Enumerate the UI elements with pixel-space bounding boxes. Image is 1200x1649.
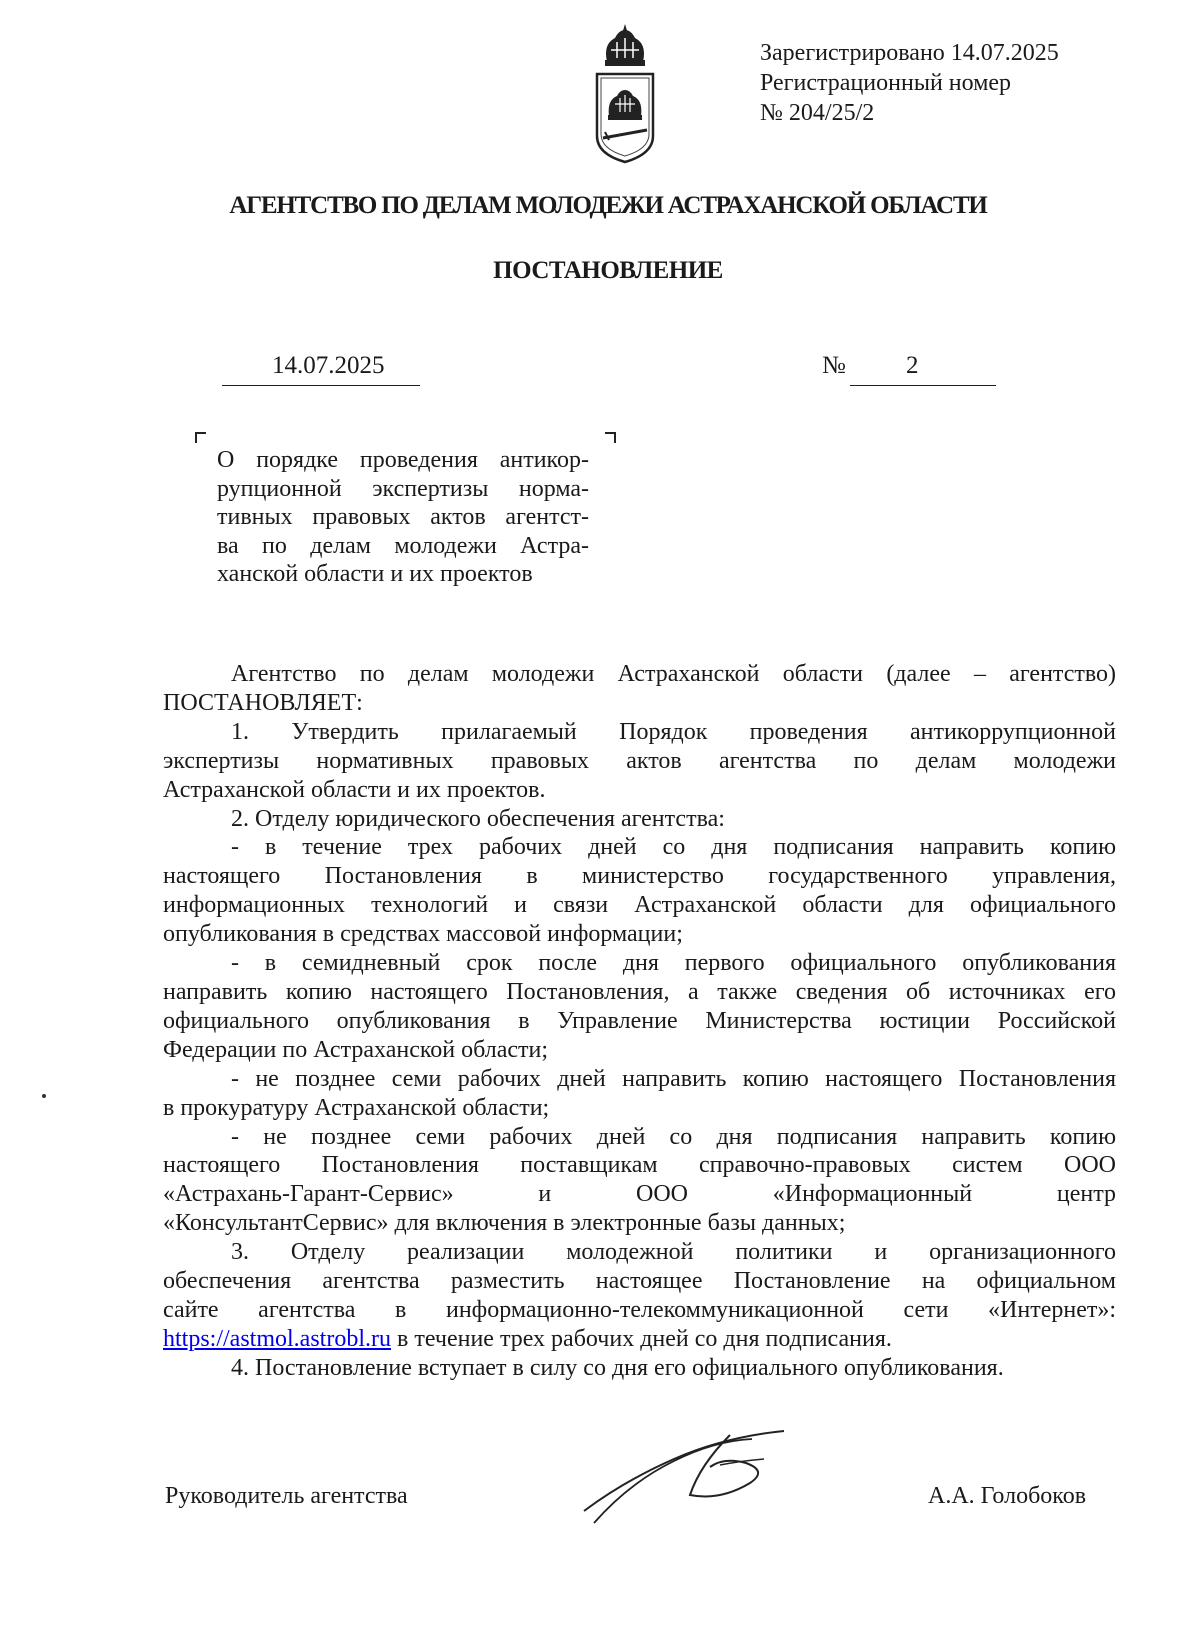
signatory-title: Руководитель агентства [165, 1483, 408, 1509]
subject-line: рупционной экспертизы норма- [217, 475, 589, 502]
agency-website-link[interactable]: https://astmol.astrobl.ru [163, 1325, 391, 1352]
body-line: - не позднее семи рабочих дней направить копию настоящего Постановления [231, 1065, 1116, 1092]
coat-of-arms-emblem [585, 20, 665, 165]
body-line: экспертизы нормативных правовых актов агентства по делам молодежи [163, 747, 1116, 774]
body-line: ПОСТАНОВЛЯЕТ: [163, 689, 363, 716]
body-line: информационных технологий и связи Астраханской области для официального [163, 892, 1116, 919]
signatory-name: А.А. Голобоков [928, 1483, 1087, 1509]
body-line: настоящего Постановления поставщикам справочно-правовых систем ООО [163, 1152, 1116, 1179]
number-sign: № [822, 352, 846, 379]
registration-line: Зарегистрировано 14.07.2025 [760, 40, 1059, 66]
body-line-tail: в течение трех рабочих дней со дня подписания. [397, 1325, 892, 1352]
body-line: 4. Постановление вступает в силу со дня его официального опубликования. [231, 1354, 1004, 1381]
document-date: 14.07.2025 [272, 352, 385, 379]
body-line: сайте агентства в информационно-телекоммуникационной сети «Интернет»: [163, 1296, 1116, 1323]
registration-stamp [760, 38, 1059, 128]
subject-line: О порядке проведения антикор- [217, 447, 589, 473]
body-line: обеспечения агентства разместить настоящее Постановление на официальном [163, 1268, 1116, 1295]
body-line: - в семидневный срок после дня первого официального опубликования [231, 950, 1116, 977]
body-line: - не позднее семи рабочих дней со дня подписания направить копию [231, 1123, 1116, 1150]
body-line: 3. Отделу реализации молодежной политики и организационного [231, 1239, 1116, 1266]
document-subject [217, 446, 589, 589]
subject-line: ханской области и их проектов [217, 561, 533, 587]
body-line: официального опубликования в Управление Министерства юстиции Российской [163, 1007, 1116, 1034]
document-body [163, 660, 1116, 1383]
registration-line: Регистрационный номер [760, 70, 1012, 96]
body-line: Агентство по делам молодежи Астраханской области (далее – агентство) [231, 661, 1116, 687]
document-number: 2 [906, 352, 919, 379]
document-type: ПОСТАНОВЛЕНИЕ [493, 257, 723, 284]
body-line: Федерации по Астраханской области; [163, 1036, 549, 1063]
scan-speck [42, 1094, 46, 1098]
number-underline [850, 355, 996, 386]
body-line: 1. Утвердить прилагаемый Порядок проведения антикоррупционной [231, 718, 1116, 745]
registration-line: № 204/25/2 [760, 100, 875, 126]
subject-line: тивных правовых актов агентст- [217, 504, 589, 530]
agency-title: АГЕНТСТВО ПО ДЕЛАМ МОЛОДЕЖИ АСТРАХАНСКОЙ ОБЛАСТИ [229, 192, 987, 219]
subject-corner-right [605, 432, 616, 443]
subject-line: ва по делам молодежи Астра- [217, 532, 589, 559]
body-line: «КонсультантСервис» для включения в электронные базы данных; [163, 1210, 846, 1237]
handwritten-signature [580, 1425, 800, 1530]
body-line: в прокуратуру Астраханской области; [163, 1094, 550, 1121]
body-line: Астраханской области и их проектов. [163, 776, 546, 803]
body-line: опубликования в средствах массовой информации; [163, 921, 683, 948]
body-line [163, 1325, 1116, 1354]
subject-corner-left [195, 432, 206, 443]
body-line: «Астрахань-Гарант-Сервис» и ООО «Информационный центр [163, 1181, 1116, 1208]
body-line: направить копию настоящего Постановления, а также сведения об источниках его [163, 978, 1116, 1005]
body-line: настоящего Постановления в министерство государственного управления, [163, 863, 1116, 890]
body-line: - в течение трех рабочих дней со дня подписания направить копию [231, 834, 1116, 861]
body-line: 2. Отделу юридического обеспечения агентства: [231, 805, 725, 832]
